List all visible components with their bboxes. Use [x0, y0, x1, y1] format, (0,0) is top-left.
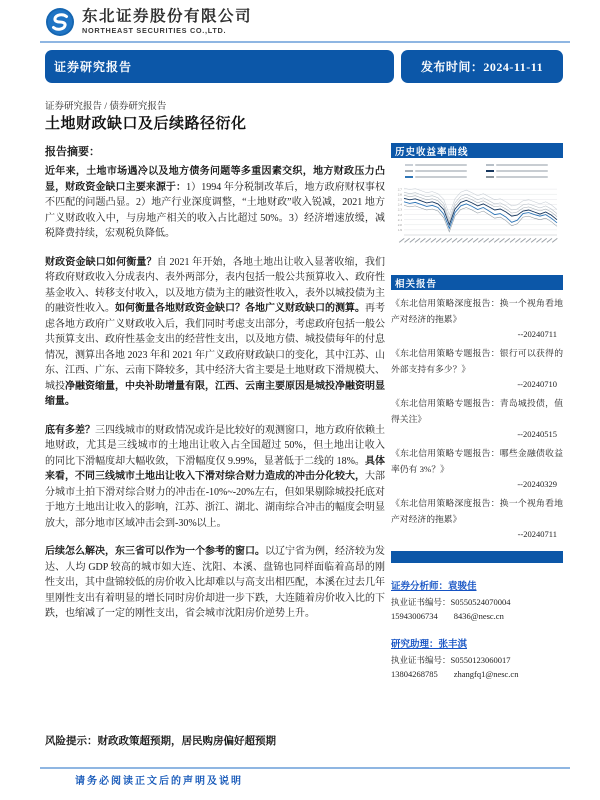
- legend-label: [496, 170, 548, 173]
- yield-curve-chart: [391, 163, 563, 263]
- header-divider: [40, 41, 570, 43]
- svg-text:2.2: 2.2: [397, 212, 402, 217]
- analyst-email[interactable]: 8436@nesc.cn: [453, 611, 504, 621]
- related-report-date: --20240711: [517, 329, 557, 339]
- related-report-title: 《东北信用策略深度报告：换一个视角看地产对经济的拖累》: [391, 498, 563, 524]
- banner-row: [45, 50, 563, 83]
- legend-item: [405, 163, 480, 167]
- legend-swatch: [405, 170, 413, 172]
- legend-label: [496, 164, 548, 167]
- related-report-title: 《东北信用策略深度报告：换一个视角看地产对经济的拖累》: [391, 298, 563, 324]
- summary-paragraph-1: 近年来，土地市场遇冷以及地方债务问题等多重因素交织，地方财政压力凸显，财政资金缺口主要来源于：1）1994 年分税制改革后，地方政府财权事权不匹配的问题凸显。2）地产行业深度调整，“土地财政”收入锐减，2021 地方广义财政收入中，与房地产相关的收入占比超过 50%。3）经济增速放缓，减税降费持续，宏观税负降低。: [45, 166, 385, 239]
- legend-swatch: [486, 164, 494, 166]
- svg-text:2.0: 2.0: [397, 223, 402, 227]
- sidebar: [391, 143, 563, 679]
- related-report-title: 《东北信用策略专题报告：银行可以获得的外部支持有多少？》: [391, 348, 563, 374]
- summary-paragraph-4: 后续怎么解决，东三省可以作为一个参考的窗口。以辽宁省为例，经济较为发达、人均 GDP 较高的城市如大连、沈阳、本溪、盘锦也同样面临着高昂的刚性支出，其中盘锦较低的房价收入比却难以与高支出相匹配，本溪在过去几年里刚性支出有着明显的增长同时房价却进一步下跌，大连随着房价收入比的下跌，也缩减了一定的刚性支出，省会城市沈阳房价逆势上升。: [45, 546, 385, 619]
- assistant-cert-number: 执业证书编号：S0550123060017: [391, 655, 511, 665]
- assistant-name-link[interactable]: 研究助理：张丰淇: [391, 640, 468, 650]
- legend-label: [496, 176, 548, 179]
- legend-item: [486, 175, 561, 179]
- assistant-email[interactable]: zhangfq1@nesc.cn: [453, 669, 519, 679]
- related-report-date: --20240515: [517, 429, 557, 439]
- related-report-date: --20240711: [517, 529, 557, 539]
- svg-text:1.9: 1.9: [397, 228, 402, 233]
- analyst-block: [391, 578, 563, 621]
- svg-text:2.7: 2.7: [397, 187, 402, 192]
- related-reports-header: 相关报告: [391, 275, 563, 290]
- assistant-block: [391, 636, 563, 679]
- breadcrumb: 证券研究报告 / 债券研究报告: [45, 102, 167, 112]
- related-report-title: 《东北信用策略专题报告：哪些金融债收益率仍有 3%？》: [391, 448, 563, 474]
- svg-text:2.6: 2.6: [397, 192, 402, 197]
- related-report-title: 《东北信用策略专题报告：青岛城投债，值得关注》: [391, 398, 563, 424]
- svg-text:2.3: 2.3: [397, 207, 402, 212]
- related-report-item[interactable]: [391, 295, 563, 342]
- summary-paragraph-3: 底有多差？三四线城市的财政情况或许是比较好的观测窗口，地方政府依赖土地财政，尤其是三线城市的土地出让收入占全国超过 50%，但土地出让收入的同比下滑幅度却大幅收敛，下滑幅度仅 9.99%，显著低于二线的 18%。具体来看，不同三线城市土地出让收入下滑对综合财力造成的冲击分化较大，大部分城市土拍下滑对综合财力的冲击在-10%~-20%左右，但如果剔除城投托底对于地方土地出让收入的影响，江苏、浙江、湖北、湖南综合冲击的幅度会明显放大，部分地市区域冲击会到-30%以上。: [45, 424, 385, 529]
- related-report-item[interactable]: [391, 445, 563, 492]
- legend-swatch: [486, 176, 494, 178]
- related-report-date: --20240710: [517, 379, 557, 389]
- summary-column: [45, 143, 385, 679]
- footer-disclaimer: 请务必阅读正文后的声明及说明: [75, 776, 243, 787]
- legend-swatch: [405, 176, 413, 178]
- company-name-cn: 东北证券股份有限公司: [82, 8, 253, 26]
- company-logo-block: [45, 7, 252, 37]
- company-name-en: NORTHEAST SECURITIES CO.,LTD.: [82, 26, 227, 36]
- svg-text:2.1: 2.1: [397, 217, 402, 222]
- legend-item: [486, 169, 561, 173]
- publish-date-banner: 发布时间：2024-11-11: [401, 50, 563, 83]
- legend-item: [486, 163, 561, 167]
- chart-legend: [405, 163, 561, 179]
- page-title: 土地财政缺口及后续路径衍化: [45, 116, 247, 132]
- analyst-name-link[interactable]: 证券分析师：袁骏佳: [391, 582, 477, 592]
- analyst-phone: 15943006734: [391, 611, 438, 621]
- legend-label: [415, 164, 467, 167]
- risk-warning: 风险提示：财政政策超预期，居民购房偏好超预期: [45, 736, 276, 747]
- legend-item: [405, 175, 480, 179]
- legend-swatch: [405, 164, 413, 166]
- report-type-banner: 证券研究报告: [45, 50, 394, 83]
- related-report-date: --20240329: [517, 479, 557, 489]
- legend-label: [415, 170, 467, 173]
- legend-label: [415, 176, 467, 179]
- related-report-item[interactable]: [391, 395, 563, 442]
- analyst-cert-number: 执业证书编号：S0550524070004: [391, 597, 511, 607]
- company-logo-icon: [45, 7, 75, 37]
- svg-text:2.4: 2.4: [397, 202, 402, 207]
- related-report-item[interactable]: [391, 345, 563, 392]
- sidebar-divider-bar: [391, 551, 563, 563]
- footer-divider: [40, 767, 570, 769]
- summary-heading: 报告摘要：: [45, 146, 100, 158]
- yield-curve-header: 历史收益率曲线: [391, 143, 563, 158]
- legend-swatch: [486, 170, 494, 172]
- summary-paragraph-2: 财政资金缺口如何衡量？自 2021 年开始，各地土地出让收入显著收缩，我们将政府财政收入分成表内、表外两部分，表内包括一般公共预算收入、政府性基金收入、转移支付收入，以及地方债为主的融资性收入，表外以城投债为主的融资性收入。如何衡量各地财政资金缺口？各地广义财政缺口的测算。再考虑各地方政府广义财政收入后，我们同时考虑支出部分，考虑政府包括一般公共预算支出、政府性基金支出的经营性支出，以及地方债、城投债每年的付息情况，测算出各地 2023 年和 2021 年广义政府财政缺口的变化，其中江苏、山东、江西、广东、云南下降较多，其中经济大省主要是土地财政下滑规模大、城投净融资缩量，中央补助增量有限，江西、云南主要原因是城投净融资明显缩量。: [45, 256, 385, 407]
- svg-text:2.5: 2.5: [397, 197, 402, 202]
- legend-item: [405, 169, 480, 173]
- content-columns: [45, 143, 563, 679]
- related-report-item[interactable]: [391, 495, 563, 542]
- assistant-phone: 13804268785: [391, 669, 438, 679]
- related-report-list: [391, 295, 563, 542]
- yield-curve-plot: [391, 180, 563, 258]
